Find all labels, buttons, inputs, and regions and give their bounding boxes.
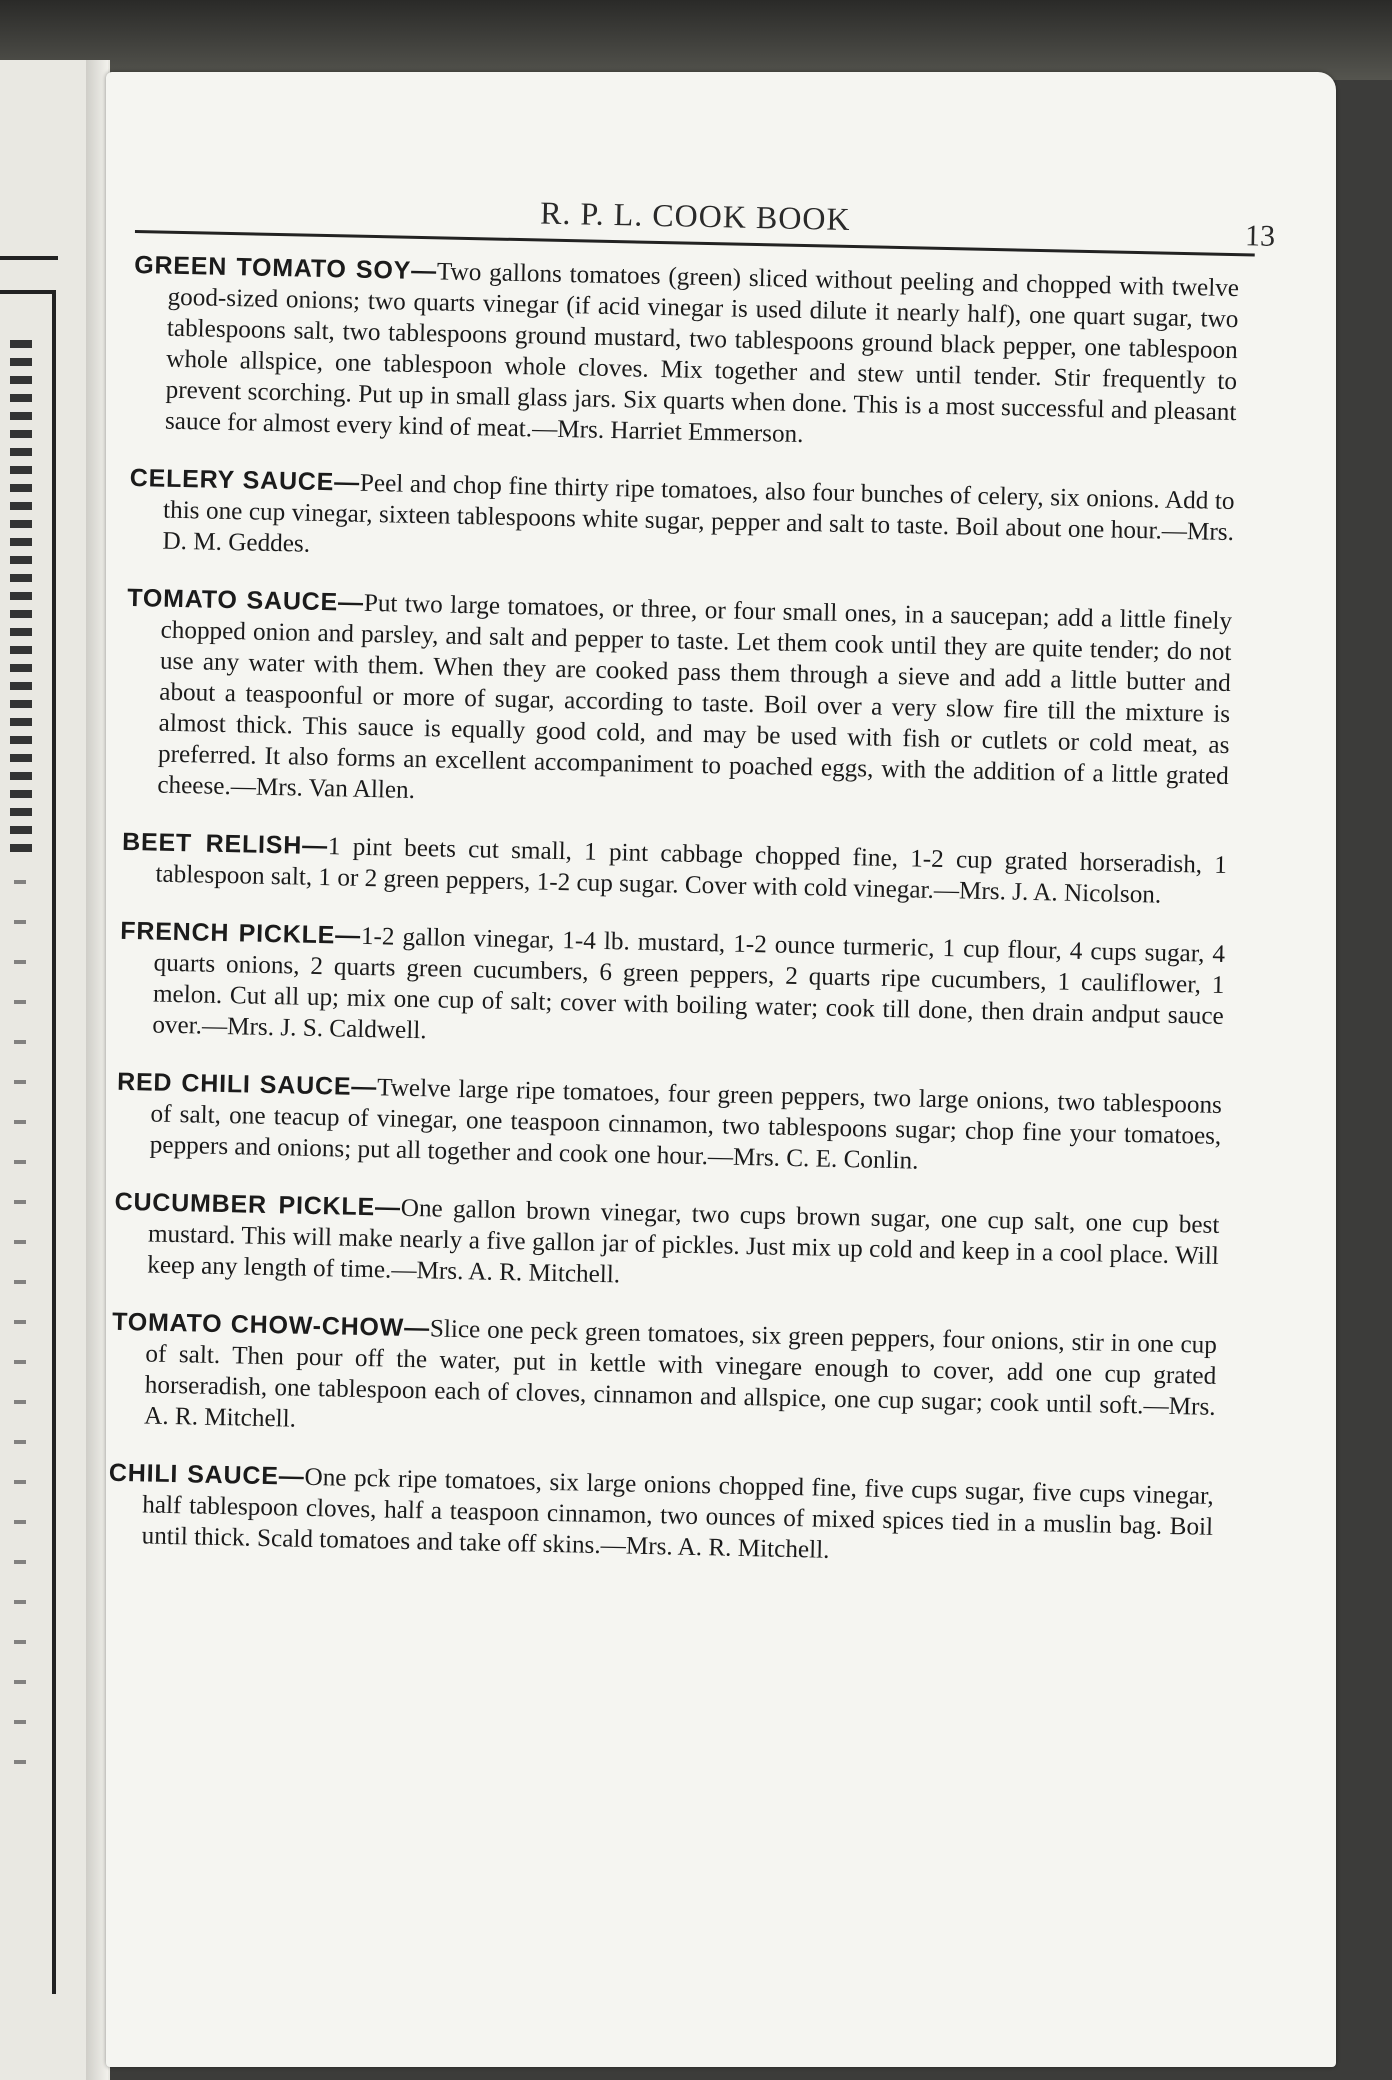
recipe-title: CHILI SAUCE bbox=[108, 1458, 280, 1491]
recipe-title: FRENCH PICKLE bbox=[120, 916, 336, 950]
recipe-title: GREEN TOMATO SOY bbox=[133, 250, 412, 285]
recipe-chili-sauce: CHILI SAUCE—One pck ripe tomatoes, six large onions chopped fine, five cups sugar, five cups vinegar, half tablespoon cloves, half a teaspoon cinnamon, two ounces of mixed spices tied in a muslin bag. Boil until thick. Scald tomatoes and take off skins.—Mrs. A. R. Mitchell. bbox=[108, 1458, 1214, 1564]
recipe-list bbox=[107, 250, 1239, 1574]
recipe-title: TOMATO CHOW-CHOW bbox=[111, 1307, 405, 1342]
recipe-title: TOMATO SAUCE bbox=[126, 583, 339, 617]
recipe-body: Twelve large ripe tomatoes, four green peppers, two large onions, two tablespoons of salt, one teacup of vinegar, one teaspoon cinnamon, two tablespoons sugar; chop fine your tomatoes, peppers and onions; put all together and cook one hour.—Mrs. C. E. Conlin. bbox=[149, 1074, 1223, 1175]
recipe-body: One gallon brown vinegar, two cups brown sugar, one cup salt, one cup best mustard. This will make nearly a five gallon jar of pickles. Just mix up cold and keep in a cool place. Will keep any length of time.—Mrs. A. R. Mitchell. bbox=[147, 1194, 1220, 1289]
recipe-green-tomato-soy: GREEN TOMATO SOY—Two gallons tomatoes (green) sliced without peeling and chopped with twelve good-sized onions; two quarts vinegar (if acid vinegar is used dilute it nearly half), one quart sugar, two tablespoons salt, two tablespoons ground mustard, two tablespoons ground black pepper, one tablespoon whole allspice, one tablespoon whole cloves. Mix together and stew until tender. Stir frequently to prevent scorching. Put up in small glass jars. Six quarts when done. This is a most successful and pleasant sauce for almost every kind of meat.—Mrs. Harriet Emmerson. bbox=[133, 250, 1240, 449]
recipe-body: Peel and chop fine thirty ripe tomatoes, also four bunches of celery, six onions. Add to this one cup vinegar, sixteen tablespoons white sugar, pepper and salt to taste. Boil about one hour.—Mrs. D. M. Geddes. bbox=[162, 469, 1235, 558]
running-header-title: R. P. L. COOK BOOK bbox=[539, 194, 851, 237]
page-content bbox=[107, 182, 1286, 1602]
recipe-body: 1-2 gallon vinegar, 1-4 lb. mustard, 1-2 ounce turmeric, 1 cup flour, 4 cups sugar, 4 quarts onions, 2 quarts green cucumbers, 6 green peppers, 2 quarts ripe cucumbers, 1 cauliflower, 1 melon. Cut all up; mix one cup of salt; cover with boiling water; cook till done, then drain andput sauce over.—Mrs. J. S. Caldwell. bbox=[152, 922, 1226, 1045]
facing-page-rule bbox=[0, 256, 58, 260]
recipe-title: CELERY SAUCE bbox=[129, 463, 335, 497]
facing-page-ornament bbox=[10, 340, 32, 860]
book-gutter bbox=[86, 60, 108, 2080]
recipe-title: CUCUMBER PICKLE bbox=[114, 1187, 376, 1222]
recipe-beet-relish: BEET RELISH—1 pint beets cut small, 1 pint cabbage chopped fine, 1-2 cup grated horseradish, 1 tablespoon salt, 1 or 2 green peppers, 1-2 cup sugar. Cover with cold vinegar.—Mrs. J. A. Nicolson. bbox=[121, 827, 1228, 909]
facing-page-ornament-lower bbox=[14, 880, 26, 1780]
recipe-celery-sauce: CELERY SAUCE—Peel and chop fine thirty ripe tomatoes, also four bunches of celery, six onions. Add to this one cup vinegar, sixteen tablespoons white sugar, pepper and salt to taste. Boil about one hour.—Mrs. D. M. Geddes. bbox=[129, 463, 1235, 558]
recipe-tomato-sauce: TOMATO SAUCE—Put two large tomatoes, or three, or four small ones, in a saucepan; add a little finely chopped onion and parsley, and salt and pepper to taste. Let them cook until they are quite tender; do not use any water with them. When they are cooked pass them through a sieve and add a little butter and about a teaspoonful or more of sugar, according to taste. Boil over a very slow fire till the mixture is almost thick. This sauce is equally good cold, and may be used with fish or cutlets or cold meat, as preferred. It also forms an excellent accompaniment to poached eggs, with the addition of a little grated cheese.—Mrs. Van Allen. bbox=[126, 583, 1233, 804]
recipe-tomato-chow-chow: TOMATO CHOW-CHOW—Slice one peck green tomatoes, six green peppers, four onions, stir in one cup of salt. Then pour off the water, put in kettle with vinegare enough to cover, add one cup grated horseradish, one tablespoon each of cloves, cinnamon and allspice, one cup sugar; cook until soft.—Mrs. A. R. Mitchell. bbox=[111, 1307, 1218, 1433]
recipe-body: Two gallons tomatoes (green) sliced without peeling and chopped with twelve good-sized onions; two quarts vinegar (if acid vinegar is used dilute it nearly half), one quart sugar, two tablespoons salt, two tablespoons ground mustard, two tablespoons ground black pepper, one tablespoon whole allspice, one tablespoon whole cloves. Mix together and stew until tender. Stir frequently to prevent scorching. Put up in small glass jars. Six quarts when done. This is a most successful and pleasant sauce for almost every kind of meat.—Mrs. Harriet Emmerson. bbox=[164, 258, 1240, 449]
book-page bbox=[106, 72, 1336, 2067]
recipe-body: Slice one peck green tomatoes, six green peppers, four onions, stir in one cup of salt. Then pour off the water, put in kettle with vinegare enough to cover, add one cup grated horseradish, one tablespoon each of cloves, cinnamon and allspice, one cup sugar; cook until soft.—Mrs. A. R. Mitchell. bbox=[143, 1315, 1218, 1433]
recipe-title: RED CHILI SAUCE bbox=[116, 1067, 352, 1101]
recipe-title: BEET RELISH bbox=[121, 827, 303, 860]
page-number: 13 bbox=[1244, 219, 1276, 253]
recipe-french-pickle: FRENCH PICKLE—1-2 gallon vinegar, 1-4 lb. mustard, 1-2 ounce turmeric, 1 cup flour, 4 cups sugar, 4 quarts onions, 2 quarts green cucumbers, 6 green peppers, 2 quarts ripe cucumbers, 1 cauliflower, 1 melon. Cut all up; mix one cup of salt; cover with boiling water; cook till done, then drain andput sauce over.—Mrs. J. S. Caldwell. bbox=[120, 916, 1226, 1045]
recipe-body: One pck ripe tomatoes, six large onions chopped fine, five cups sugar, five cups vinegar, half tablespoon cloves, half a teaspoon cinnamon, two ounces of mixed spices tied in a muslin bag. Boil until thick. Scald tomatoes and take off skins.—Mrs. A. R. Mitchell. bbox=[141, 1463, 1214, 1564]
recipe-body: 1 pint beets cut small, 1 pint cabbage chopped fine, 1-2 cup grated horseradish, 1 tablespoon salt, 1 or 2 green peppers, 1-2 cup sugar. Cover with cold vinegar.—Mrs. J. A. Nicolson. bbox=[155, 833, 1228, 909]
recipe-red-chili-sauce: RED CHILI SAUCE—Twelve large ripe tomatoes, four green peppers, two large onions, two tablespoons of salt, one teacup of vinegar, one teaspoon cinnamon, two tablespoons sugar; chop fine your tomatoes, peppers and onions; put all together and cook one hour.—Mrs. C. E. Conlin. bbox=[116, 1067, 1223, 1175]
recipe-cucumber-pickle: CUCUMBER PICKLE—One gallon brown vinegar, two cups brown sugar, one cup salt, one cup best mustard. This will make nearly a five gallon jar of pickles. Just mix up cold and keep in a cool place. Will keep any length of time.—Mrs. A. R. Mitchell. bbox=[114, 1187, 1220, 1289]
scan-background-top bbox=[0, 0, 1392, 80]
recipe-body: Put two large tomatoes, or three, or four small ones, in a saucepan; add a little finely chopped onion and parsley, and salt and pepper to taste. Let them cook until they are quite tender; do not use any water with them. When they are cooked pass them through a sieve and add a little butter and about a teaspoonful or more of sugar, according to taste. Boil over a very slow fire till the mixture is almost thick. This sauce is equally good cold, and may be used with fish or cutlets or cold meat, as preferred. It also forms an excellent accompaniment to poached eggs, with the addition of a little grated cheese.—Mrs. Van Allen. bbox=[157, 589, 1233, 804]
